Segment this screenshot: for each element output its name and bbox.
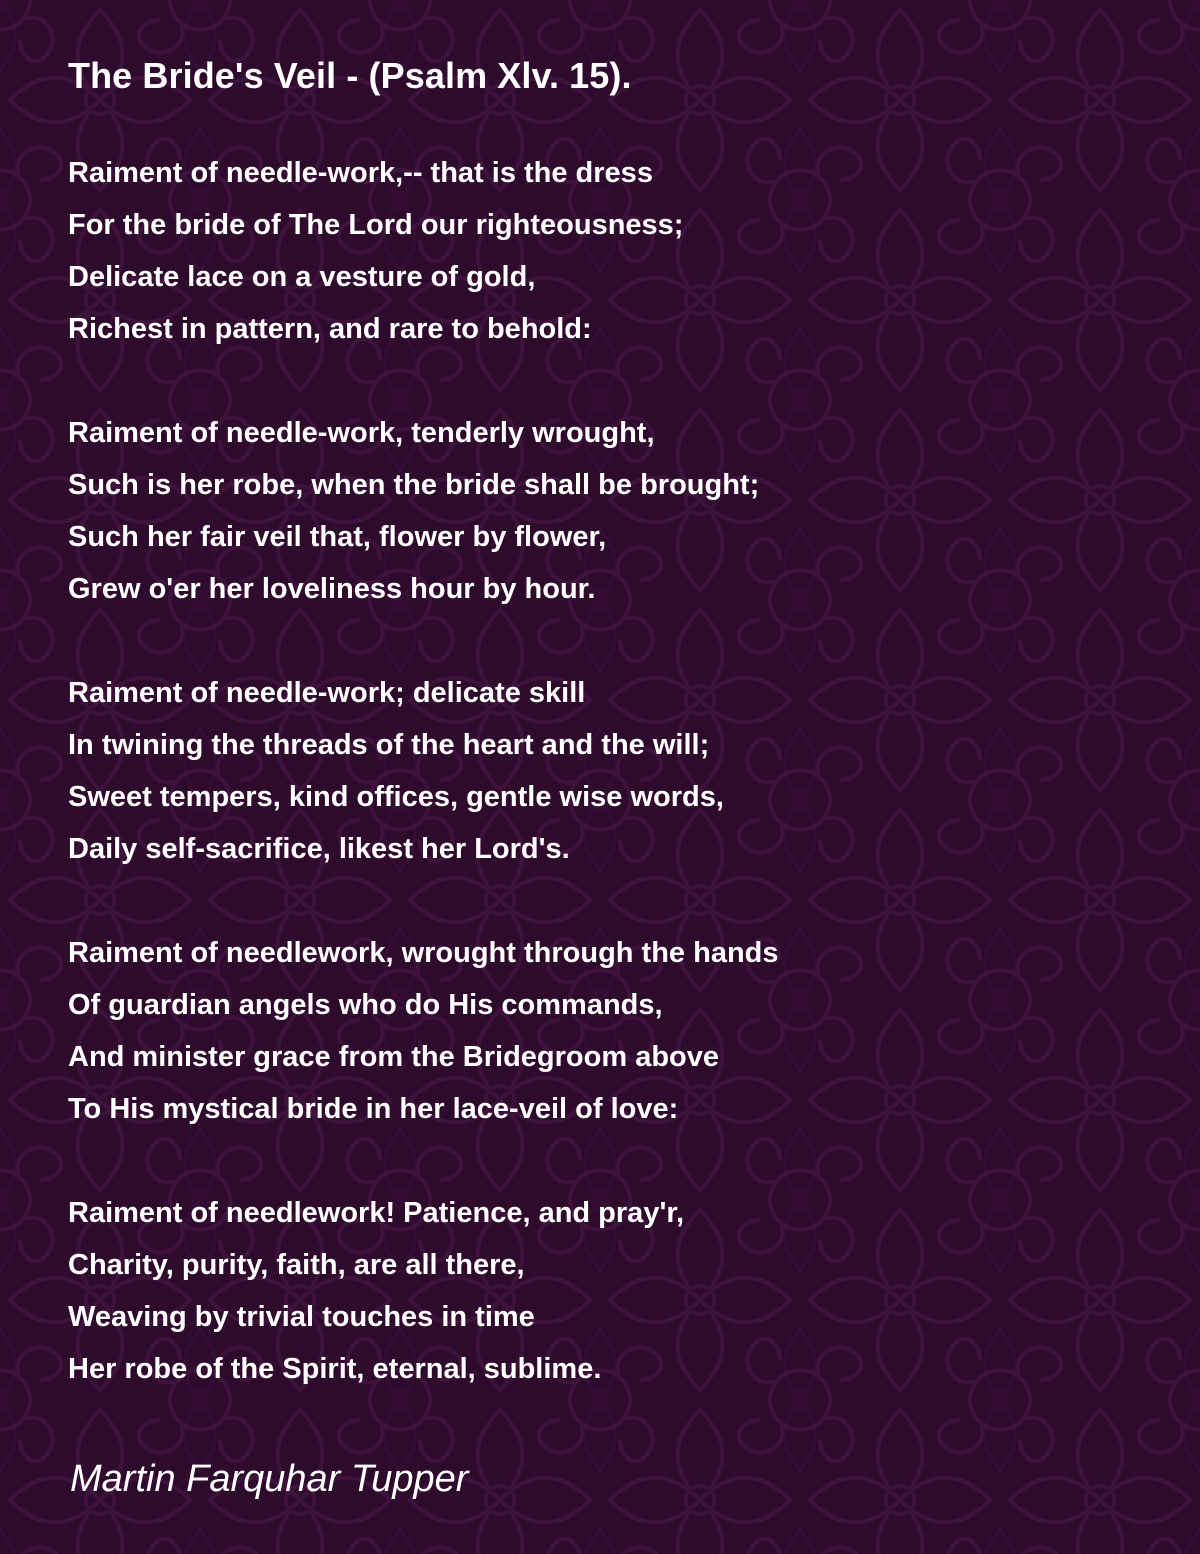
poem-line: Weaving by trivial touches in time xyxy=(68,1301,535,1333)
poem-line: Delicate lace on a vesture of gold, xyxy=(68,261,536,293)
poem-line: For the bride of The Lord our righteousness; xyxy=(68,209,684,241)
poem-line: Daily self-sacrifice, likest her Lord's. xyxy=(68,833,570,865)
poem-line: Raiment of needle-work; delicate skill xyxy=(68,677,586,709)
poem-line: Raiment of needle-work, tenderly wrought, xyxy=(68,417,655,449)
poem-body xyxy=(68,147,1200,1395)
poem-line: Such is her robe, when the bride shall be brought; xyxy=(68,469,760,501)
poem-line: Raiment of needlework, wrought through the hands xyxy=(68,937,779,969)
poem-author: Martin Farquhar Tupper xyxy=(70,1458,469,1500)
poem-line: Grew o'er her loveliness hour by hour. xyxy=(68,573,596,605)
stanza xyxy=(68,667,1200,875)
poem-line: Richest in pattern, and rare to behold: xyxy=(68,313,592,345)
poem-line: To His mystical bride in her lace-veil of love: xyxy=(68,1093,679,1125)
stanza xyxy=(68,147,1200,355)
poem-line: Charity, purity, faith, are all there, xyxy=(68,1249,525,1281)
poem-line: Sweet tempers, kind offices, gentle wise words, xyxy=(68,781,724,813)
stanza xyxy=(68,1187,1200,1395)
poem-title: The Bride's Veil - (Psalm Xlv. 15). xyxy=(68,55,632,96)
poem-line: Such her fair veil that, flower by flower, xyxy=(68,521,607,553)
poem-line: Raiment of needle-work,-- that is the dress xyxy=(68,157,653,189)
poem-line: And minister grace from the Bridegroom above xyxy=(68,1041,720,1073)
poem-line: In twining the threads of the heart and the will; xyxy=(68,729,710,761)
poem-line: Raiment of needlework! Patience, and pray'r, xyxy=(68,1197,685,1229)
poem-line: Of guardian angels who do His commands, xyxy=(68,989,663,1021)
poem-line: Her robe of the Spirit, eternal, sublime. xyxy=(68,1353,602,1385)
stanza xyxy=(68,927,1200,1135)
stanza xyxy=(68,407,1200,615)
